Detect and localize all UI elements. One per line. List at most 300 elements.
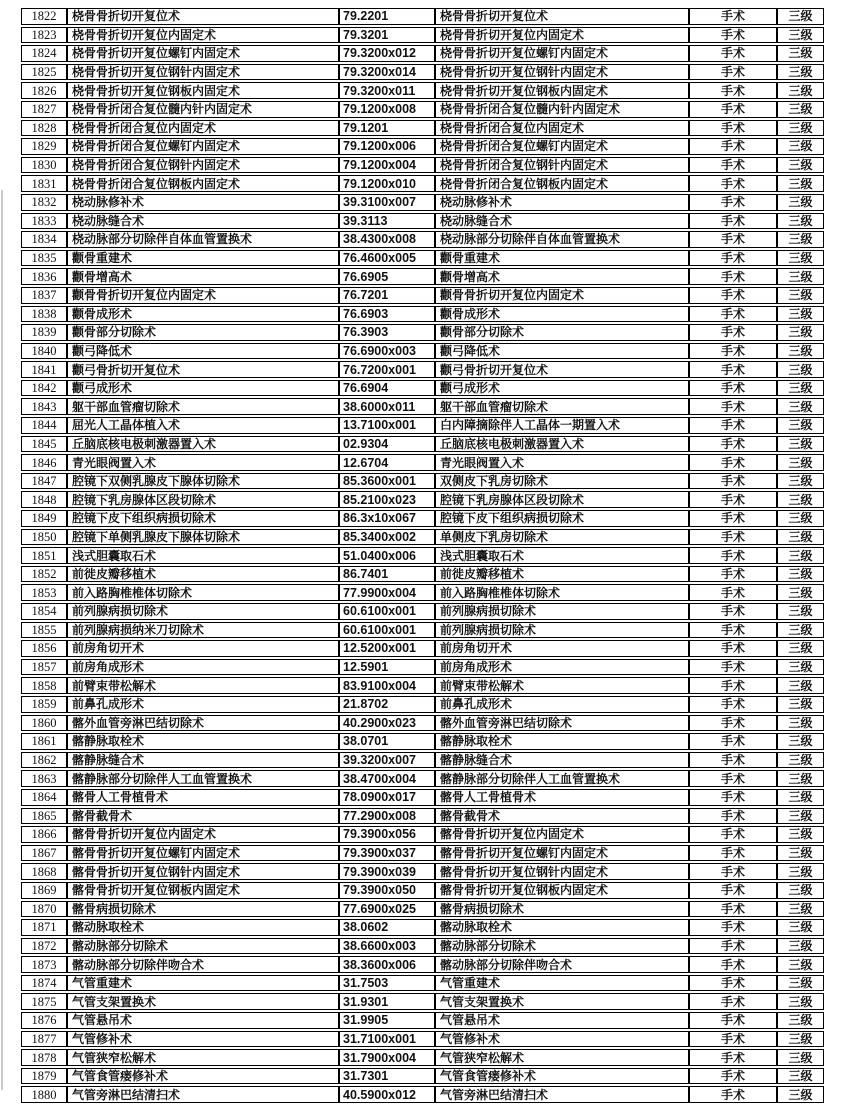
level-cell: 三级 [777, 733, 824, 750]
category-cell: 手术 [689, 306, 777, 323]
procedure-name-cell: 髂静脉部分切除伴人工血管置换术 [67, 770, 339, 787]
procedure-name-cell: 桡动脉缝合术 [67, 213, 339, 230]
table-row [21, 306, 824, 323]
procedure-name-cell: 前房角成形术 [67, 659, 339, 676]
table-row [21, 398, 824, 415]
category-cell: 手术 [689, 510, 777, 527]
procedure-name-cell: 髂骨骨折切开复位螺钉内固定术 [67, 845, 339, 862]
row-number-cell: 1871 [21, 919, 67, 936]
procedure-name-alt-cell: 髂动脉取栓术 [435, 919, 689, 936]
level-cell: 三级 [777, 324, 824, 341]
procedure-name-alt-cell: 丘脑底核电极刺激器置入术 [435, 436, 689, 453]
level-cell: 三级 [777, 268, 824, 285]
procedure-name-alt-cell: 髂骨截骨术 [435, 808, 689, 825]
level-cell: 三级 [777, 715, 824, 732]
procedure-name-cell: 髂外血管旁淋巴结切除术 [67, 715, 339, 732]
level-cell: 三级 [777, 529, 824, 546]
row-number-cell: 1856 [21, 640, 67, 657]
table-row [21, 82, 824, 99]
category-cell: 手术 [689, 287, 777, 304]
level-cell: 三级 [777, 993, 824, 1010]
level-cell: 三级 [777, 696, 824, 713]
table-row [21, 938, 824, 955]
procedure-name-cell: 髂静脉缝合术 [67, 752, 339, 769]
procedure-code-cell: 79.3900x050 [339, 882, 435, 899]
table-row [21, 268, 824, 285]
procedure-code-cell: 79.3900x037 [339, 845, 435, 862]
procedure-name-cell: 前列腺病损切除术 [67, 603, 339, 620]
procedure-name-cell: 前房角切开术 [67, 640, 339, 657]
row-number-cell: 1830 [21, 157, 67, 174]
procedure-name-alt-cell: 髂骨骨折切开复位钢针内固定术 [435, 863, 689, 880]
category-cell: 手术 [689, 64, 777, 81]
procedure-code-cell: 79.3900x039 [339, 863, 435, 880]
procedure-name-alt-cell: 白内障摘除伴人工晶体一期置入术 [435, 417, 689, 434]
table-row [21, 157, 824, 174]
row-number-cell: 1880 [21, 1086, 67, 1103]
procedure-name-alt-cell: 桡骨骨折切开复位内固定术 [435, 27, 689, 44]
procedure-code-cell: 39.3100x007 [339, 194, 435, 211]
procedure-name-cell: 气管悬吊术 [67, 1012, 339, 1029]
category-cell: 手术 [689, 473, 777, 490]
procedure-name-alt-cell: 前徙皮瓣移植术 [435, 566, 689, 583]
procedure-name-alt-cell: 颧弓骨折切开复位术 [435, 361, 689, 378]
procedure-name-cell: 髂骨骨折切开复位钢板内固定术 [67, 882, 339, 899]
procedure-name-alt-cell: 前臂束带松解术 [435, 677, 689, 694]
category-cell: 手术 [689, 901, 777, 918]
procedure-name-alt-cell: 颧骨部分切除术 [435, 324, 689, 341]
category-cell: 手术 [689, 845, 777, 862]
table-row [21, 213, 824, 230]
procedure-name-alt-cell: 气管重建术 [435, 975, 689, 992]
procedure-name-alt-cell: 桡骨骨折闭合复位内固定术 [435, 120, 689, 137]
row-number-cell: 1833 [21, 213, 67, 230]
row-number-cell: 1875 [21, 993, 67, 1010]
row-number-cell: 1840 [21, 343, 67, 360]
procedure-code-cell: 76.4600x005 [339, 250, 435, 267]
level-cell: 三级 [777, 306, 824, 323]
row-number-cell: 1872 [21, 938, 67, 955]
row-number-cell: 1873 [21, 956, 67, 973]
procedure-name-cell: 桡骨骨折闭合复位螺钉内固定术 [67, 138, 339, 155]
procedure-name-alt-cell: 髂骨骨折切开复位内固定术 [435, 826, 689, 843]
procedure-code-cell: 77.2900x008 [339, 808, 435, 825]
table-row [21, 361, 824, 378]
category-cell: 手术 [689, 8, 777, 25]
table-row [21, 603, 824, 620]
table-row [21, 250, 824, 267]
procedure-name-alt-cell: 前鼻孔成形术 [435, 696, 689, 713]
procedure-name-cell: 桡骨骨折切开复位螺钉内固定术 [67, 45, 339, 62]
table-row [21, 1031, 824, 1048]
procedure-name-alt-cell: 前入路胸椎椎体切除术 [435, 584, 689, 601]
level-cell: 三级 [777, 919, 824, 936]
procedure-name-alt-cell: 颧弓成形术 [435, 380, 689, 397]
procedure-name-cell: 桡骨骨折闭合复位内固定术 [67, 120, 339, 137]
row-number-cell: 1855 [21, 622, 67, 639]
row-number-cell: 1864 [21, 789, 67, 806]
procedure-name-cell: 髂动脉部分切除伴吻合术 [67, 956, 339, 973]
row-number-cell: 1850 [21, 529, 67, 546]
procedure-name-cell: 颧弓成形术 [67, 380, 339, 397]
procedure-name-alt-cell: 颧骨增高术 [435, 268, 689, 285]
procedure-name-alt-cell: 桡骨骨折闭合复位钢板内固定术 [435, 175, 689, 192]
procedure-name-cell: 前列腺病损纳米刀切除术 [67, 622, 339, 639]
table-row [21, 436, 824, 453]
procedure-name-cell: 腔镜下单侧乳腺皮下腺体切除术 [67, 529, 339, 546]
row-number-cell: 1841 [21, 361, 67, 378]
procedure-name-cell: 髂骨人工骨植骨术 [67, 789, 339, 806]
category-cell: 手术 [689, 194, 777, 211]
procedure-name-alt-cell: 桡动脉部分切除伴自体血管置换术 [435, 231, 689, 248]
level-cell: 三级 [777, 417, 824, 434]
category-cell: 手术 [689, 733, 777, 750]
category-cell: 手术 [689, 491, 777, 508]
procedure-name-cell: 气管重建术 [67, 975, 339, 992]
level-cell: 三级 [777, 1086, 824, 1103]
level-cell: 三级 [777, 250, 824, 267]
level-cell: 三级 [777, 491, 824, 508]
table-row [21, 640, 824, 657]
procedure-name-alt-cell: 髂骨骨折切开复位钢板内固定术 [435, 882, 689, 899]
level-cell: 三级 [777, 603, 824, 620]
procedure-code-cell: 12.6704 [339, 454, 435, 471]
procedure-name-alt-cell: 腔镜下皮下组织病损切除术 [435, 510, 689, 527]
procedure-code-cell: 79.3900x056 [339, 826, 435, 843]
procedure-name-cell: 颧骨增高术 [67, 268, 339, 285]
procedure-code-cell: 79.1200x006 [339, 138, 435, 155]
table-row [21, 287, 824, 304]
table-row [21, 956, 824, 973]
table-row [21, 1049, 824, 1066]
procedure-code-cell: 31.7100x001 [339, 1031, 435, 1048]
procedure-code-cell: 31.9905 [339, 1012, 435, 1029]
procedure-name-cell: 腔镜下皮下组织病损切除术 [67, 510, 339, 527]
table-row [21, 696, 824, 713]
table-row [21, 324, 824, 341]
level-cell: 三级 [777, 380, 824, 397]
level-cell: 三级 [777, 120, 824, 137]
procedure-name-cell: 躯干部血管瘤切除术 [67, 398, 339, 415]
category-cell: 手术 [689, 398, 777, 415]
procedure-name-alt-cell: 桡骨骨折闭合复位钢针内固定术 [435, 157, 689, 174]
table-row [21, 343, 824, 360]
procedure-name-cell: 腔镜下双侧乳腺皮下腺体切除术 [67, 473, 339, 490]
procedure-name-alt-cell: 前房角成形术 [435, 659, 689, 676]
procedure-code-cell: 76.7201 [339, 287, 435, 304]
table-row [21, 808, 824, 825]
procedure-code-cell: 79.1201 [339, 120, 435, 137]
table-row [21, 380, 824, 397]
procedure-code-cell: 79.3200x012 [339, 45, 435, 62]
level-cell: 三级 [777, 361, 824, 378]
procedure-code-cell: 76.3903 [339, 324, 435, 341]
procedure-code-cell: 39.3113 [339, 213, 435, 230]
procedure-name-alt-cell: 浅式胆囊取石术 [435, 547, 689, 564]
row-number-cell: 1863 [21, 770, 67, 787]
level-cell: 三级 [777, 1068, 824, 1085]
level-cell: 三级 [777, 436, 824, 453]
procedure-code-cell: 76.6904 [339, 380, 435, 397]
procedure-name-cell: 颧骨骨折切开复位内固定术 [67, 287, 339, 304]
procedure-code-cell: 77.9900x004 [339, 584, 435, 601]
row-number-cell: 1844 [21, 417, 67, 434]
procedure-name-alt-cell: 颧弓降低术 [435, 343, 689, 360]
category-cell: 手术 [689, 1086, 777, 1103]
procedure-name-cell: 颧骨成形术 [67, 306, 339, 323]
level-cell: 三级 [777, 101, 824, 118]
row-number-cell: 1842 [21, 380, 67, 397]
level-cell: 三级 [777, 826, 824, 843]
procedure-name-alt-cell: 桡骨骨折切开复位钢板内固定术 [435, 82, 689, 99]
procedure-name-cell: 丘脑底核电极刺激器置入术 [67, 436, 339, 453]
procedure-code-cell: 79.3200x011 [339, 82, 435, 99]
level-cell: 三级 [777, 956, 824, 973]
category-cell: 手术 [689, 213, 777, 230]
table-row [21, 491, 824, 508]
level-cell: 三级 [777, 547, 824, 564]
row-number-cell: 1877 [21, 1031, 67, 1048]
row-number-cell: 1825 [21, 64, 67, 81]
table-row [21, 715, 824, 732]
procedure-code-cell: 21.8702 [339, 696, 435, 713]
level-cell: 三级 [777, 882, 824, 899]
table-row [21, 454, 824, 471]
category-cell: 手术 [689, 547, 777, 564]
level-cell: 三级 [777, 64, 824, 81]
procedure-code-cell: 77.6900x025 [339, 901, 435, 918]
procedure-name-alt-cell: 气管支架置换术 [435, 993, 689, 1010]
row-number-cell: 1862 [21, 752, 67, 769]
category-cell: 手术 [689, 584, 777, 601]
category-cell: 手术 [689, 120, 777, 137]
procedure-name-cell: 髂骨截骨术 [67, 808, 339, 825]
level-cell: 三级 [777, 287, 824, 304]
table-row [21, 622, 824, 639]
procedure-name-alt-cell: 桡动脉缝合术 [435, 213, 689, 230]
level-cell: 三级 [777, 901, 824, 918]
procedure-name-cell: 气管食管瘘修补术 [67, 1068, 339, 1085]
table-row [21, 566, 824, 583]
table-row [21, 101, 824, 118]
procedure-code-cell: 31.9301 [339, 993, 435, 1010]
table-row [21, 8, 824, 25]
procedure-name-cell: 桡骨骨折切开复位钢板内固定术 [67, 82, 339, 99]
row-number-cell: 1837 [21, 287, 67, 304]
table-row [21, 677, 824, 694]
category-cell: 手术 [689, 1012, 777, 1029]
table-row [21, 975, 824, 992]
level-cell: 三级 [777, 8, 824, 25]
level-cell: 三级 [777, 622, 824, 639]
procedure-code-cell: 12.5901 [339, 659, 435, 676]
procedure-code-cell: 79.3201 [339, 27, 435, 44]
procedure-name-alt-cell: 髂外血管旁淋巴结切除术 [435, 715, 689, 732]
procedure-name-alt-cell: 髂静脉取栓术 [435, 733, 689, 750]
procedure-name-alt-cell: 桡骨骨折闭合复位髓内针内固定术 [435, 101, 689, 118]
procedure-grading-table [21, 6, 824, 1105]
table-row [21, 27, 824, 44]
procedure-name-alt-cell: 气管修补术 [435, 1031, 689, 1048]
category-cell: 手术 [689, 938, 777, 955]
category-cell: 手术 [689, 82, 777, 99]
category-cell: 手术 [689, 882, 777, 899]
level-cell: 三级 [777, 157, 824, 174]
level-cell: 三级 [777, 770, 824, 787]
level-cell: 三级 [777, 789, 824, 806]
procedure-name-cell: 颧弓骨折切开复位术 [67, 361, 339, 378]
procedure-name-cell: 浅式胆囊取石术 [67, 547, 339, 564]
category-cell: 手术 [689, 324, 777, 341]
table-row [21, 64, 824, 81]
level-cell: 三级 [777, 473, 824, 490]
procedure-name-cell: 屈光人工晶体植入术 [67, 417, 339, 434]
table-row [21, 919, 824, 936]
row-number-cell: 1829 [21, 138, 67, 155]
category-cell: 手术 [689, 919, 777, 936]
category-cell: 手术 [689, 250, 777, 267]
row-number-cell: 1865 [21, 808, 67, 825]
level-cell: 三级 [777, 938, 824, 955]
procedure-code-cell: 39.3200x007 [339, 752, 435, 769]
procedure-name-cell: 气管修补术 [67, 1031, 339, 1048]
row-number-cell: 1867 [21, 845, 67, 862]
procedure-name-cell: 桡动脉部分切除伴自体血管置换术 [67, 231, 339, 248]
table-row [21, 529, 824, 546]
procedure-name-alt-cell: 髂动脉部分切除术 [435, 938, 689, 955]
table-row [21, 231, 824, 248]
scan-edge-artifact [1, 190, 3, 1090]
category-cell: 手术 [689, 993, 777, 1010]
row-number-cell: 1822 [21, 8, 67, 25]
table-row [21, 752, 824, 769]
procedure-code-cell: 79.1200x008 [339, 101, 435, 118]
procedure-name-cell: 前入路胸椎椎体切除术 [67, 584, 339, 601]
category-cell: 手术 [689, 138, 777, 155]
procedure-code-cell: 60.6100x001 [339, 603, 435, 620]
procedure-name-cell: 青光眼阀置入术 [67, 454, 339, 471]
procedure-code-cell: 79.2201 [339, 8, 435, 25]
procedure-code-cell: 86.7401 [339, 566, 435, 583]
table-row [21, 175, 824, 192]
procedure-name-cell: 前臂束带松解术 [67, 677, 339, 694]
table-row [21, 138, 824, 155]
procedure-code-cell: 31.7301 [339, 1068, 435, 1085]
table-row [21, 45, 824, 62]
category-cell: 手术 [689, 696, 777, 713]
level-cell: 三级 [777, 640, 824, 657]
procedure-code-cell: 38.6000x011 [339, 398, 435, 415]
category-cell: 手术 [689, 770, 777, 787]
table-row [21, 584, 824, 601]
row-number-cell: 1852 [21, 566, 67, 583]
procedure-name-alt-cell: 前房角切开术 [435, 640, 689, 657]
procedure-name-cell: 气管狭窄松解术 [67, 1049, 339, 1066]
level-cell: 三级 [777, 213, 824, 230]
category-cell: 手术 [689, 417, 777, 434]
row-number-cell: 1835 [21, 250, 67, 267]
level-cell: 三级 [777, 138, 824, 155]
procedure-code-cell: 85.3400x002 [339, 529, 435, 546]
row-number-cell: 1824 [21, 45, 67, 62]
procedure-name-cell: 前鼻孔成形术 [67, 696, 339, 713]
procedure-code-cell: 78.0900x017 [339, 789, 435, 806]
level-cell: 三级 [777, 975, 824, 992]
category-cell: 手术 [689, 956, 777, 973]
category-cell: 手术 [689, 380, 777, 397]
category-cell: 手术 [689, 566, 777, 583]
category-cell: 手术 [689, 659, 777, 676]
row-number-cell: 1854 [21, 603, 67, 620]
procedure-name-alt-cell: 青光眼阀置入术 [435, 454, 689, 471]
level-cell: 三级 [777, 584, 824, 601]
procedure-name-alt-cell: 气管悬吊术 [435, 1012, 689, 1029]
category-cell: 手术 [689, 231, 777, 248]
procedure-name-alt-cell: 桡骨骨折切开复位钢针内固定术 [435, 64, 689, 81]
table-row [21, 770, 824, 787]
procedure-name-alt-cell: 髂静脉缝合术 [435, 752, 689, 769]
procedure-code-cell: 79.1200x010 [339, 175, 435, 192]
procedure-name-alt-cell: 桡骨骨折切开复位术 [435, 8, 689, 25]
table-row [21, 882, 824, 899]
level-cell: 三级 [777, 454, 824, 471]
table-row [21, 789, 824, 806]
level-cell: 三级 [777, 1012, 824, 1029]
table-row [21, 547, 824, 564]
procedure-name-alt-cell: 颧骨重建术 [435, 250, 689, 267]
procedure-name-cell: 髂骨骨折切开复位钢针内固定术 [67, 863, 339, 880]
procedure-name-cell: 颧骨重建术 [67, 250, 339, 267]
procedure-name-cell: 腔镜下乳房腺体区段切除术 [67, 491, 339, 508]
procedure-code-cell: 85.3600x001 [339, 473, 435, 490]
procedure-name-cell: 桡骨骨折切开复位内固定术 [67, 27, 339, 44]
procedure-name-cell: 髂骨病损切除术 [67, 901, 339, 918]
procedure-code-cell: 38.3600x006 [339, 956, 435, 973]
procedure-name-alt-cell: 髂骨人工骨植骨术 [435, 789, 689, 806]
procedure-name-cell: 髂动脉取栓术 [67, 919, 339, 936]
category-cell: 手术 [689, 45, 777, 62]
procedure-name-cell: 髂动脉部分切除术 [67, 938, 339, 955]
category-cell: 手术 [689, 529, 777, 546]
level-cell: 三级 [777, 27, 824, 44]
row-number-cell: 1828 [21, 120, 67, 137]
procedure-name-cell: 颧弓降低术 [67, 343, 339, 360]
procedure-name-cell: 颧骨部分切除术 [67, 324, 339, 341]
procedure-name-cell: 髂静脉取栓术 [67, 733, 339, 750]
row-number-cell: 1836 [21, 268, 67, 285]
row-number-cell: 1851 [21, 547, 67, 564]
procedure-name-cell: 桡骨骨折闭合复位钢板内固定术 [67, 175, 339, 192]
level-cell: 三级 [777, 863, 824, 880]
procedure-name-alt-cell: 桡动脉修补术 [435, 194, 689, 211]
category-cell: 手术 [689, 343, 777, 360]
procedure-code-cell: 38.4300x008 [339, 231, 435, 248]
procedure-code-cell: 83.9100x004 [339, 677, 435, 694]
row-number-cell: 1845 [21, 436, 67, 453]
table-row [21, 993, 824, 1010]
table-row [21, 1086, 824, 1103]
category-cell: 手术 [689, 789, 777, 806]
row-number-cell: 1823 [21, 27, 67, 44]
procedure-name-alt-cell: 气管旁淋巴结清扫术 [435, 1086, 689, 1103]
procedure-name-cell: 气管旁淋巴结清扫术 [67, 1086, 339, 1103]
level-cell: 三级 [777, 752, 824, 769]
category-cell: 手术 [689, 603, 777, 620]
procedure-code-cell: 31.7503 [339, 975, 435, 992]
procedure-name-alt-cell: 颧骨成形术 [435, 306, 689, 323]
level-cell: 三级 [777, 82, 824, 99]
procedure-code-cell: 38.0701 [339, 733, 435, 750]
